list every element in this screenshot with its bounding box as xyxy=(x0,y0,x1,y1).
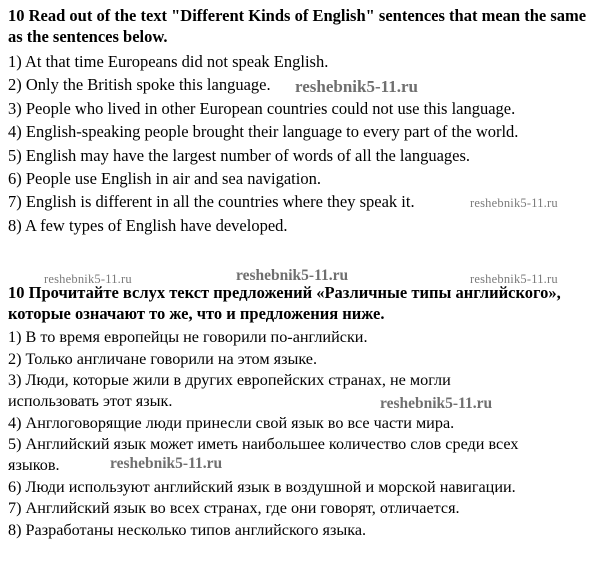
watermark: reshebnik5-11.ru xyxy=(470,272,558,286)
watermark: reshebnik5-11.ru xyxy=(110,455,223,472)
section-gap-2 xyxy=(8,267,601,283)
list-item: 6) Люди используют английский язык в воздушной и морской навигации. xyxy=(8,477,516,496)
exercise-russian-number: 10 xyxy=(8,283,25,303)
exercise-russian-heading-text: Прочитайте вслух текст предложений «Различные типы английского», которые означают то же, что и предложения ниже. xyxy=(8,283,561,324)
watermark: reshebnik5-11.ru xyxy=(380,395,493,412)
section-gap xyxy=(8,237,601,267)
list-item: 5) English may have the largest number of words of all the languages. xyxy=(8,145,471,165)
list-item: 7) Английский язык во всех странах, где они говорят, отличается. xyxy=(8,499,460,518)
list-item-cont: языков. xyxy=(8,456,60,475)
list-item: 8) Разработаны несколько типов английского языка. xyxy=(8,520,367,539)
list-item: 4) English-speaking people brought their language to every part of the world. xyxy=(8,122,519,142)
list-item: 2) Only the British spoke this language. xyxy=(8,75,271,95)
exercise-english-number: 10 xyxy=(8,6,25,25)
exercise-russian-heading xyxy=(8,283,601,325)
list-item-cont: использовать этот язык. xyxy=(8,392,173,411)
list-item: 3) Люди, которые жили в других европейских странах, не могли xyxy=(8,370,451,389)
exercise-english-heading xyxy=(8,6,601,48)
list-item: 1) At that time Europeans did not speak English. xyxy=(8,51,329,71)
exercise-russian xyxy=(8,283,601,541)
list-item: 5) Английский язык может иметь наибольшее количество слов среди всех xyxy=(8,435,519,454)
watermark: reshebnik5-11.ru xyxy=(295,77,418,96)
list-item: 3) People who lived in other European countries could not use this language. xyxy=(8,98,516,118)
list-item: 7) English is different in all the countries where they speak it. xyxy=(8,192,415,212)
exercise-english xyxy=(8,6,601,237)
list-item: 6) People use English in air and sea navigation. xyxy=(8,169,321,189)
list-item: 8) A few types of English have developed. xyxy=(8,215,288,235)
watermark: reshebnik5-11.ru xyxy=(470,196,558,210)
list-item: 1) В то время европейцы не говорили по-английски. xyxy=(8,328,368,347)
list-item: 4) Англоговорящие люди принесли свой язык во все части мира. xyxy=(8,413,455,432)
watermark: reshebnik5-11.ru xyxy=(44,272,132,286)
watermark: reshebnik5-11.ru xyxy=(236,267,349,284)
exercise-english-heading-text: Read out of the text "Different Kinds of English" sentences that mean the same as the sentences below. xyxy=(8,6,587,46)
list-item: 2) Только англичане говорили на этом языке. xyxy=(8,349,318,368)
